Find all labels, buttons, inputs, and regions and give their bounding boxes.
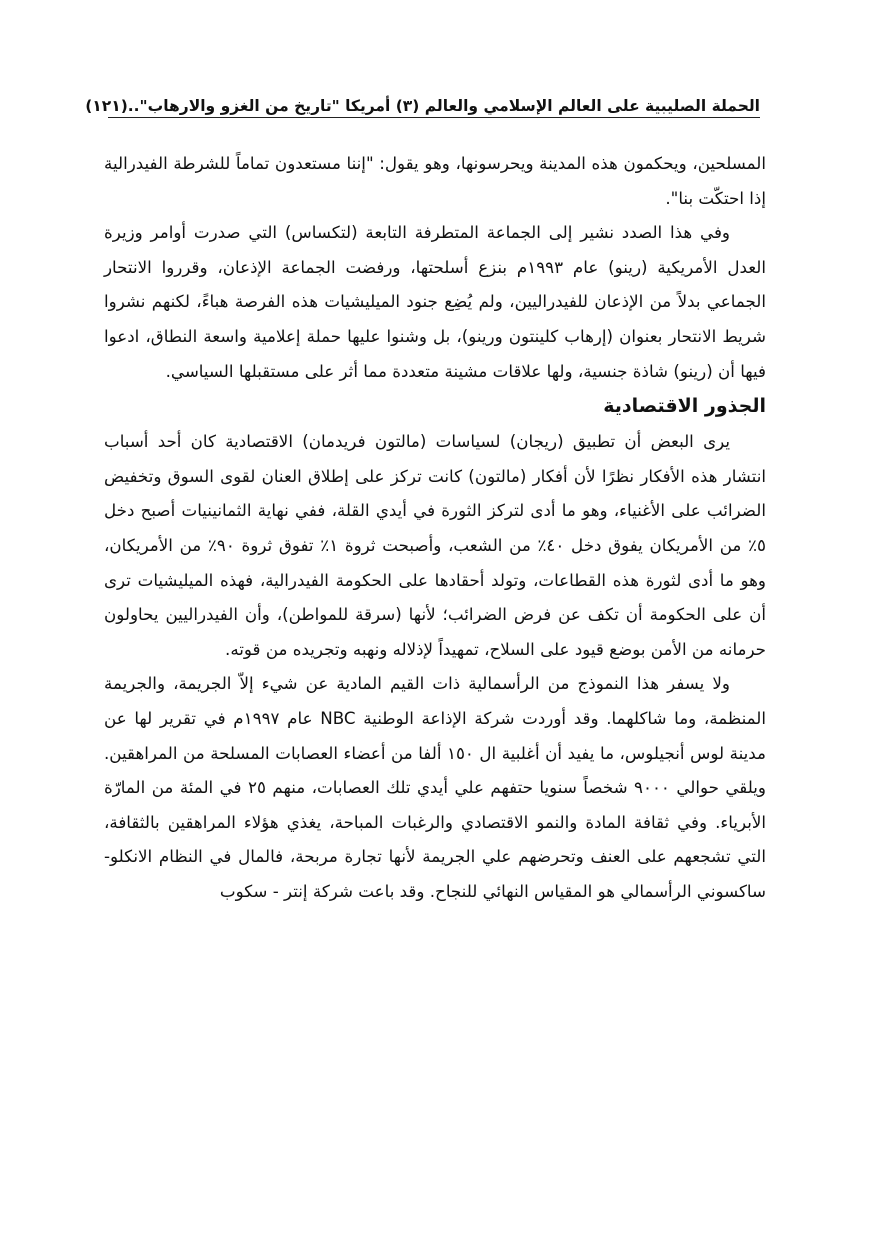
paragraph-texas-group <box>104 215 766 388</box>
page-number: (١٢١) <box>85 97 128 115</box>
paragraph-text: ولا يسفر هذا النموذج من الرأسمالية ذات القيم المادية عن شيء إلاّ الجريمة، والجريمة المنظمة، وما شاكلهما. وقد أوردت شركة الإذاعة الوطنية NBC عام ١٩٩٧م في تقرير لها عن مدينة لوس أنجيلوس، ما يفيد أن أغلبية ال ١٥٠ ألفا من أعضاء العصابات المسلحة من المراهقين. ويلقي حوالي ٩٠٠٠ شخصاً سنويا حتفهم علي أيدي تلك العصابات، منهم ٢٥ في المئة من المارّة الأبرياء. وفي ثقافة المادة والنمو الاقتصادي والرغبات المباحة، يغذي هؤلاء المراهقين بالثقافة، التي تشجعهم على العنف وتحرضهم علي الجريمة لأنها تجارة مربحة، فالمال في النظام الانكلو- ساكسوني الرأسمالي هو المقياس النهائي للنجاح. وقد باعت شركة إنتر - سكوب <box>104 673 766 901</box>
paragraph-continuation <box>104 146 766 215</box>
paragraph-text: يرى البعض أن تطبيق (ريجان) لسياسات (مالتون فريدمان) الاقتصادية كان أحد أسباب انتشار هذه الأفكار نظرًا لأن أفكار (مالتون) كانت تركز على إطلاق العنان لقوى السوق وتخفيض الضرائب على الأغنياء، وهو ما أدى لتركز الثورة في أيدي القلة، ففي نهاية الثمانينيات أصبح دخل ٥٪ من الأمريكان يفوق دخل ٤٠٪ من الشعب، وأصبحت ثروة ١٪ تفوق ثروة ٩٠٪ من الأمريكان، وهو ما أدى لثورة هذه القطاعات، وتولد أحقادها على الحكومة الفيدرالية، فهذه الميليشيات ترى أن على الحكومة أن تكف عن فرض الضرائب؛ لأنها (سرقة للمواطن)، وأن الفيدراليين يحاولون حرمانه من الأمن بوضع قيود على السلاح، تمهيداً لإذلاله ونهبه وتجريده من قوته. <box>104 431 766 659</box>
section-heading: الجذور الاقتصادية <box>603 395 766 418</box>
paragraph-capitalism-crime <box>104 666 766 908</box>
paragraph-text: وفي هذا الصدد نشير إلى الجماعة المتطرفة التابعة (لتكساس) التي صدرت أوامر وزيرة العدل الأمريكية (رينو) عام ١٩٩٣م بنزع أسلحتها، ورفضت الجماعة الإذعان، وقرروا الانتحار الجماعي بدلاً من الإذعان للفيدراليين، ولم يُضِع جنود الميليشيات هذه الفرصة هباءً، لكنهم نشروا شريط الانتحار بعنوان (إرهاب كلينتون ورينو)، بل وشنوا عليها حملة إعلامية واسعة النطاق، ادعوا فيها أن (رينو) شاذة جنسية، ولها علاقات مشينة متعددة مما أثر على مستقبلها السياسي. <box>104 222 766 381</box>
paragraph-economic-roots <box>104 424 766 666</box>
page-body <box>104 146 766 908</box>
page-header <box>85 88 760 118</box>
running-header-title: الحملة الصليبية على العالم الإسلامي والعالم (٣) أمريكا "تاريخ من الغزو والارهاب".. <box>127 97 760 115</box>
paragraph-text: المسلحين، ويحكمون هذه المدينة ويحرسونها، وهو يقول: "إننا مستعدون تماماً للشرطة الفيدرالية إذا احتكّت بنا". <box>104 153 766 208</box>
